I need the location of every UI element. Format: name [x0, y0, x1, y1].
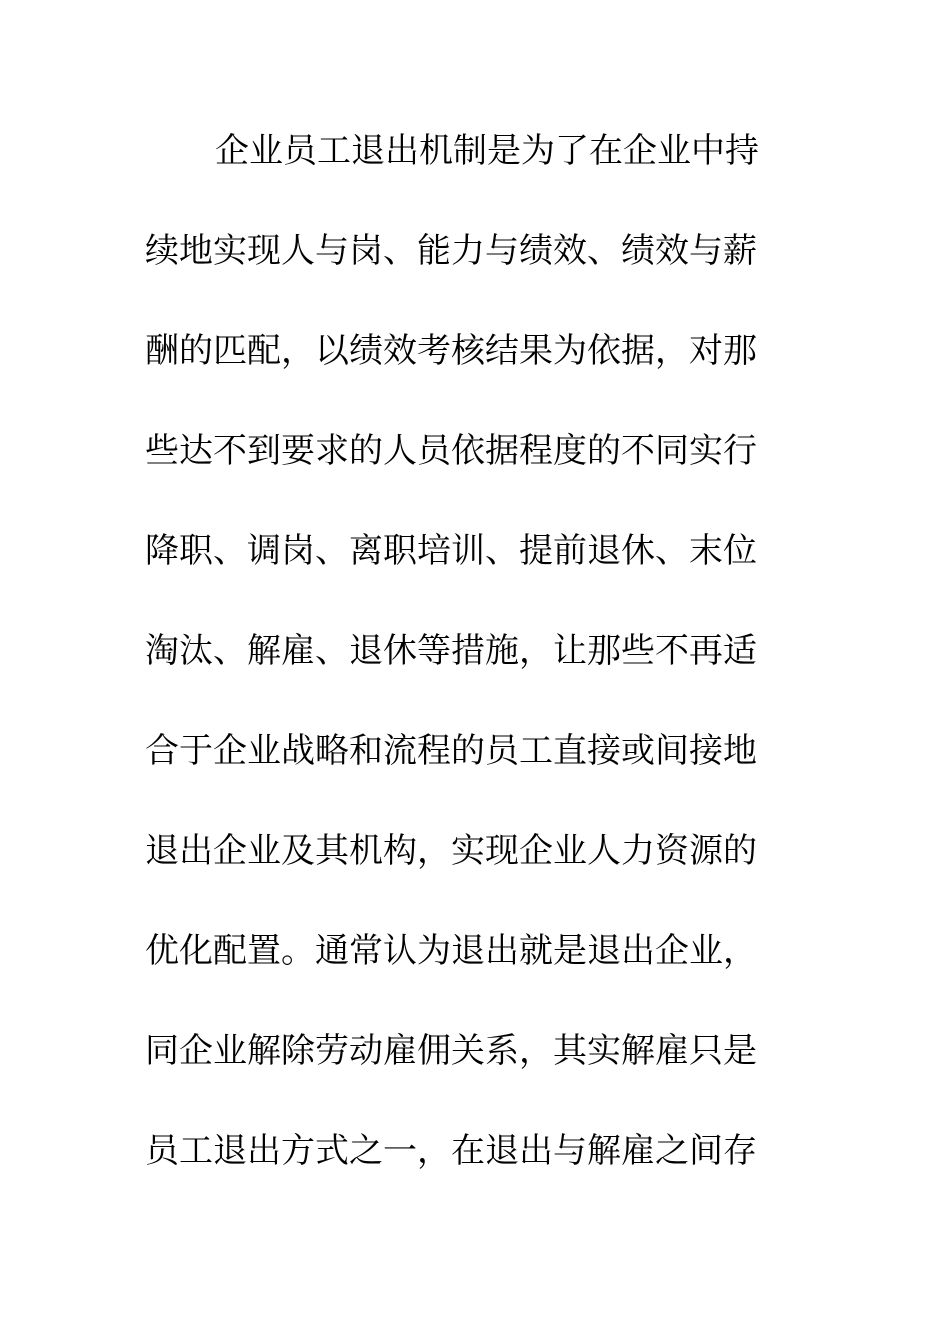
text-line-2: 续地实现人与岗、能力与绩效、绩效与薪	[145, 231, 757, 271]
text-line-10: 同企业解除劳动雇佣关系，其实解雇只是	[145, 1031, 757, 1071]
text-line-11: 员工退出方式之一，在退出与解雇之间存	[145, 1131, 757, 1171]
paragraph	[145, 126, 785, 1226]
text-line-1: 企业员工退出机制是为了在企业中持	[215, 131, 759, 171]
text-line-7: 合于企业战略和流程的员工直接或间接地	[145, 731, 757, 771]
text-line-8: 退出企业及其机构，实现企业人力资源的	[145, 831, 757, 871]
text-line-9: 优化配置。通常认为退出就是退出企业，	[145, 931, 757, 971]
text-line-5: 降职、调岗、离职培训、提前退休、末位	[145, 531, 757, 571]
text-line-4: 些达不到要求的人员依据程度的不同实行	[145, 431, 757, 471]
text-line-6: 淘汰、解雇、退休等措施，让那些不再适	[145, 631, 757, 671]
text-line-3: 酬的匹配，以绩效考核结果为依据，对那	[145, 331, 757, 371]
